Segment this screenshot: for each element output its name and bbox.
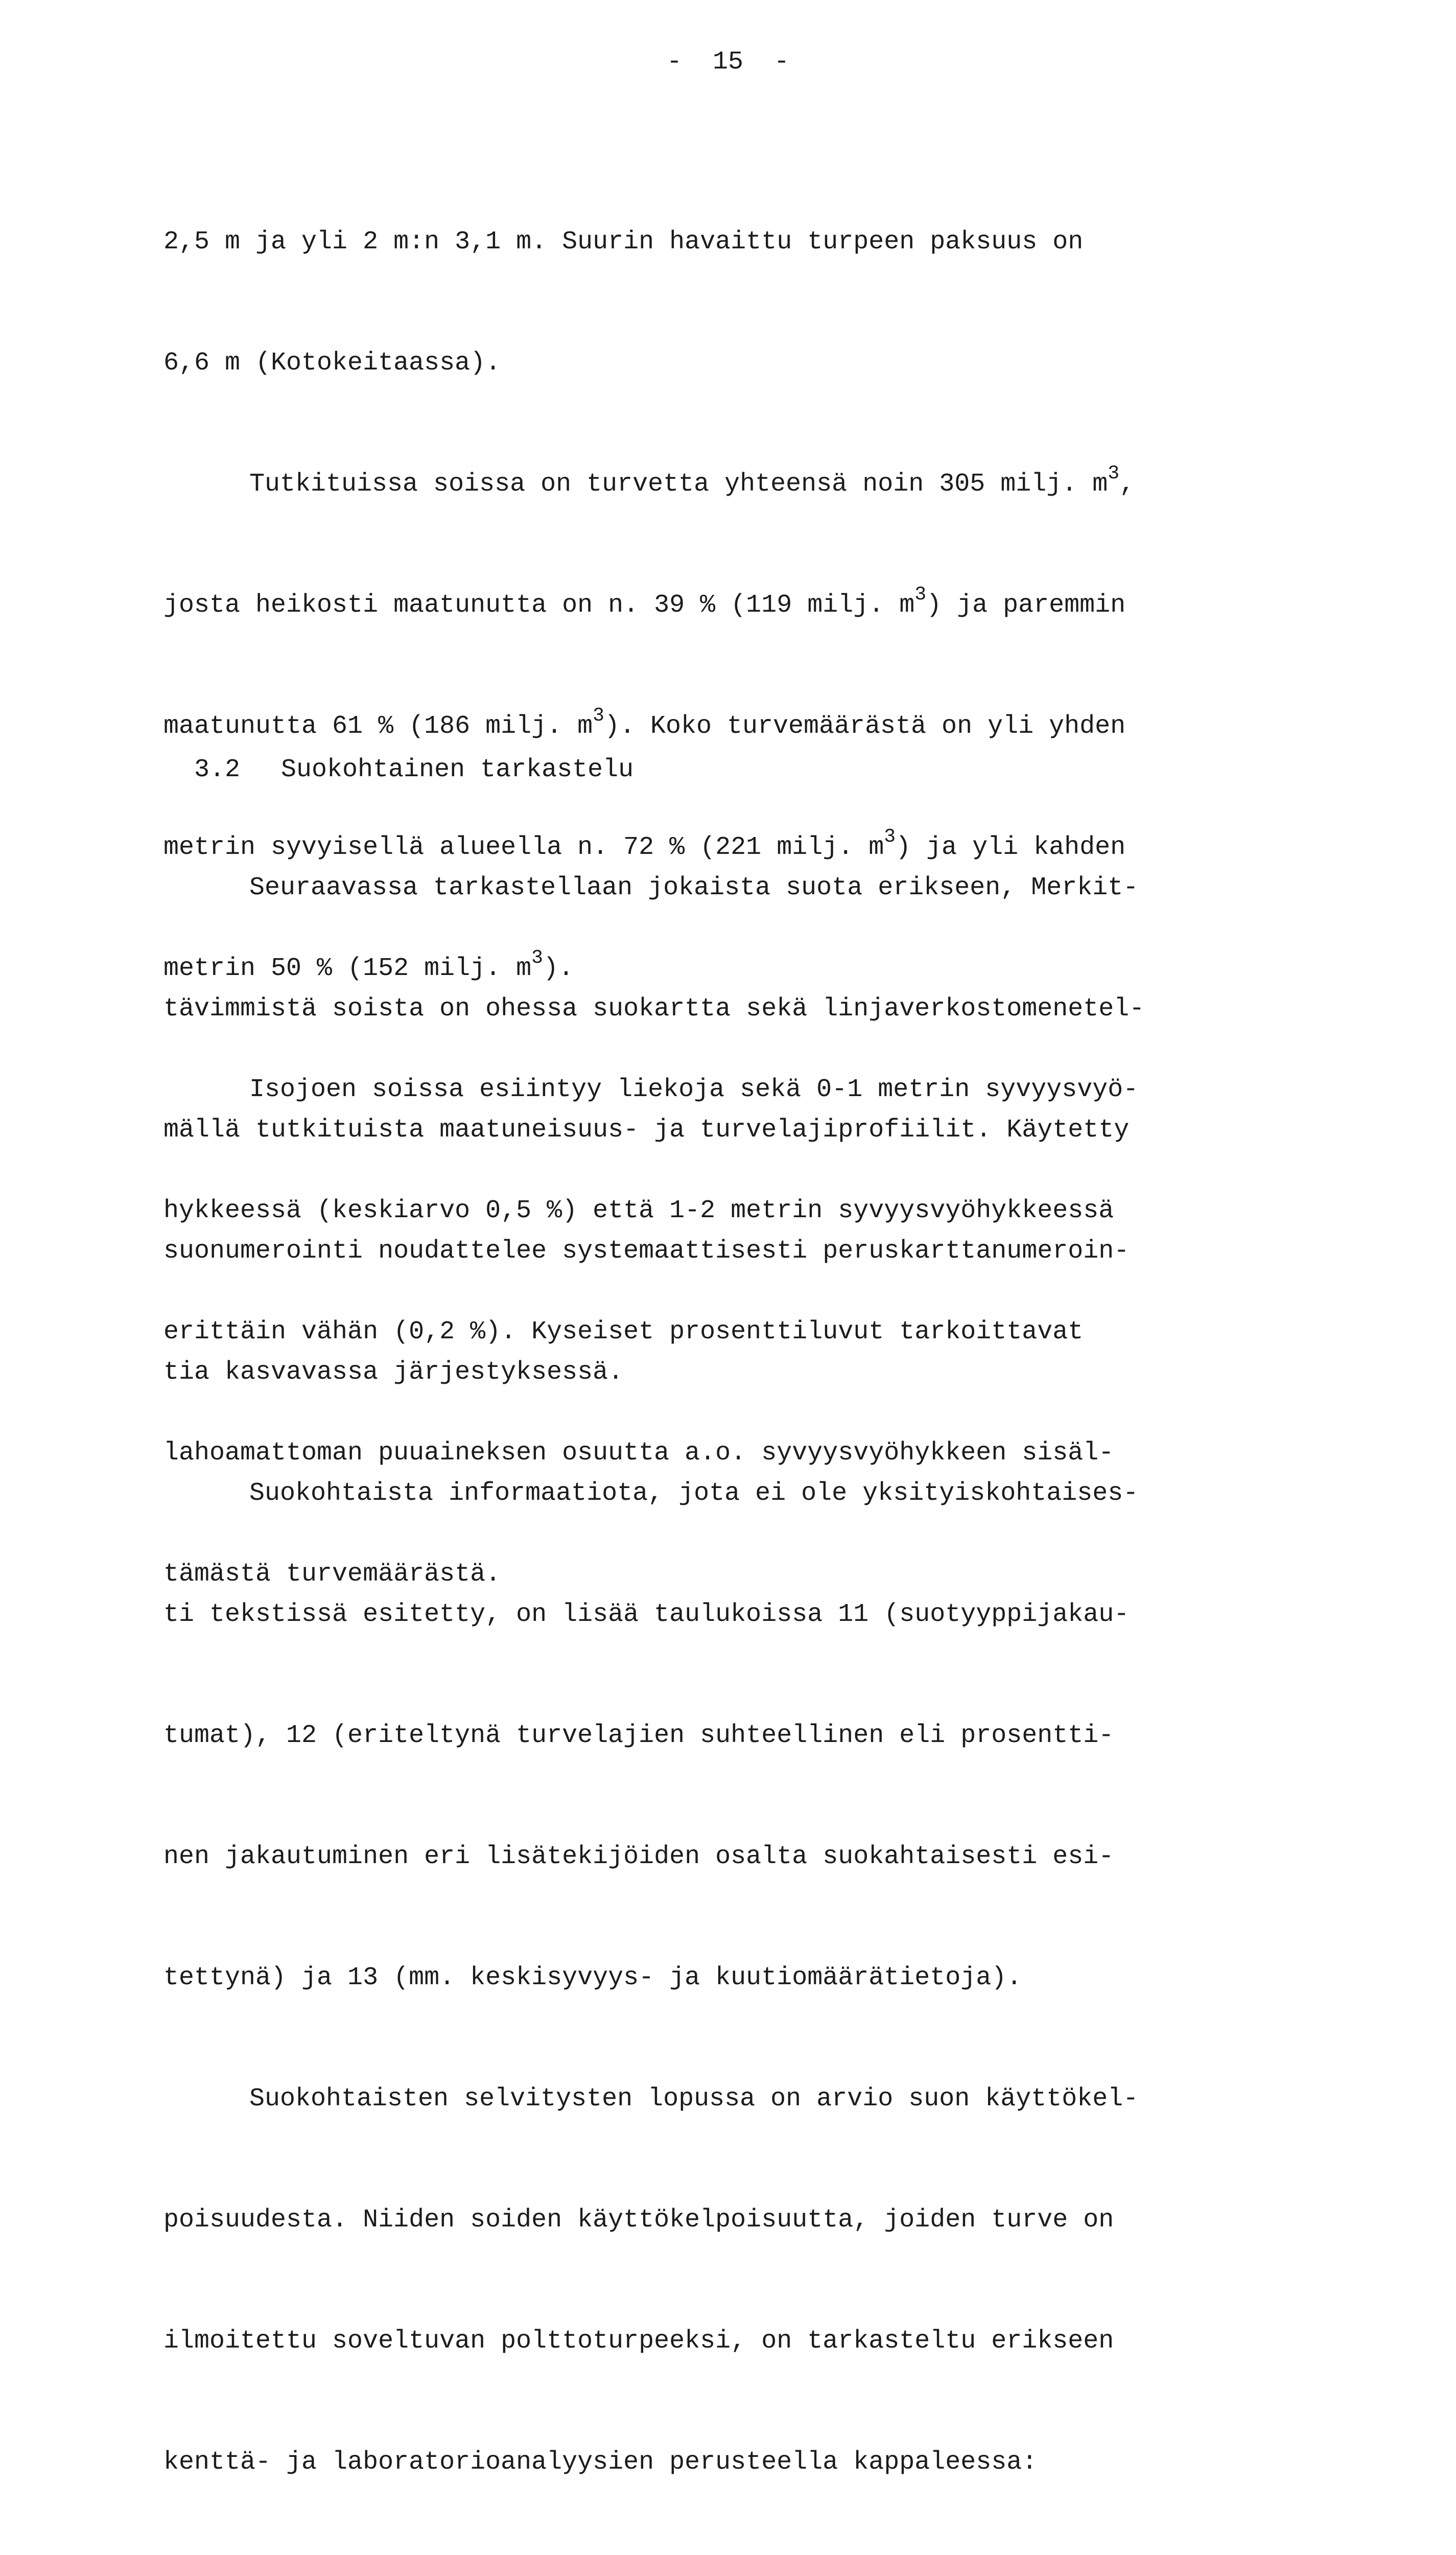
text-line: Suokohtaista informaatiota, jota ei ole yksityiskohtaises- [249, 1479, 1139, 1508]
text-line: maatunutta 61 % (186 milj. $m^3$). Koko turvemäärästä on yli yhden [163, 705, 1126, 741]
text-line: Seuraavassa tarkastellaan jokaista suota erikseen, Merkit- [249, 873, 1139, 902]
text-line: tämästä turvemäärästä. [163, 1560, 501, 1589]
text-line: mällä tutkituista maatuneisuus- ja turvelajiprofiilit. Käytetty [163, 1116, 1130, 1145]
text-line: tettynä) ja 13 (mm. keskisyvyys- ja kuutiomäärätietoja). [163, 1963, 1022, 1992]
text-line: nen jakautuminen eri lisätekijöiden osalta suokahtaisesti esi- [163, 1842, 1114, 1871]
text-line: 6,6 m (Kotokeitaassa). [163, 349, 501, 378]
text-line: erittäin vähän (0,2 %). Kyseiset prosenttiluvut tarkoittavat [163, 1317, 1084, 1346]
text-line: metrin 50 % (152 milj. $m^3$). [163, 947, 574, 983]
text-line: hykkeessä (keskiarvo 0,5 %) että 1-2 metrin syvyysvyöhykkeessä [163, 1196, 1114, 1225]
section-title: Suokohtainen tarkastelu [281, 755, 634, 784]
text-line: lahoamattoman puuaineksen osuutta a.o. syvyysvyöhykkeen sisäl- [163, 1438, 1114, 1468]
text-line: Isojoen soissa esiintyy liekoja sekä 0-1 metrin syvyysvyö- [249, 1075, 1139, 1104]
text-line: tia kasvavassa järjestyksessä. [163, 1358, 624, 1387]
text-line: poisuudesta. Niiden soiden käyttökelpoisuutta, joiden turve on [163, 2205, 1114, 2235]
section-number: 3.2 [194, 755, 241, 784]
text-line: ti tekstissä esitetty, on lisää taulukoissa 11 (suotyyppijakau- [163, 1600, 1130, 1629]
text-line: ilmoitettu soveltuvan polttoturpeeksi, on tarkasteltu erikseen [163, 2327, 1114, 2356]
text-line: Tutkituissa soissa on turvetta yhteensä noin 305 milj. $m^3$, [249, 462, 1135, 499]
text-line: tävimmistä soista on ohessa suokartta sekä linjaverkostomenetel- [163, 994, 1145, 1024]
text-line: kenttä- ja laboratorioanalyysien perusteella kappaleessa: [163, 2448, 1038, 2477]
page-number: - 15 - [666, 48, 790, 77]
section-heading [163, 709, 633, 790]
text-line: 2,5 m ja yli 2 m:n 3,1 m. Suurin havaittu turpeen paksuus on [163, 227, 1084, 257]
text-line: suonumerointi noudattelee systemaattisesti peruskarttanumeroin- [163, 1237, 1130, 1266]
text-line: Suokohtaisten selvitysten lopussa on arvio suon käyttökel- [249, 2084, 1139, 2113]
text-line: metrin syvyisellä alueella n. 72 % (221 milj. $m^3$) ja yli kahden [163, 826, 1126, 862]
text-line: josta heikosti maatunutta on n. 39 % (119 milj. $m^3$) ja paremmin [163, 584, 1126, 620]
paragraph-block-2 [163, 787, 1144, 2555]
text-line: tumat), 12 (eriteltynä turvelajien suhteellinen eli prosentti- [163, 1721, 1114, 1750]
